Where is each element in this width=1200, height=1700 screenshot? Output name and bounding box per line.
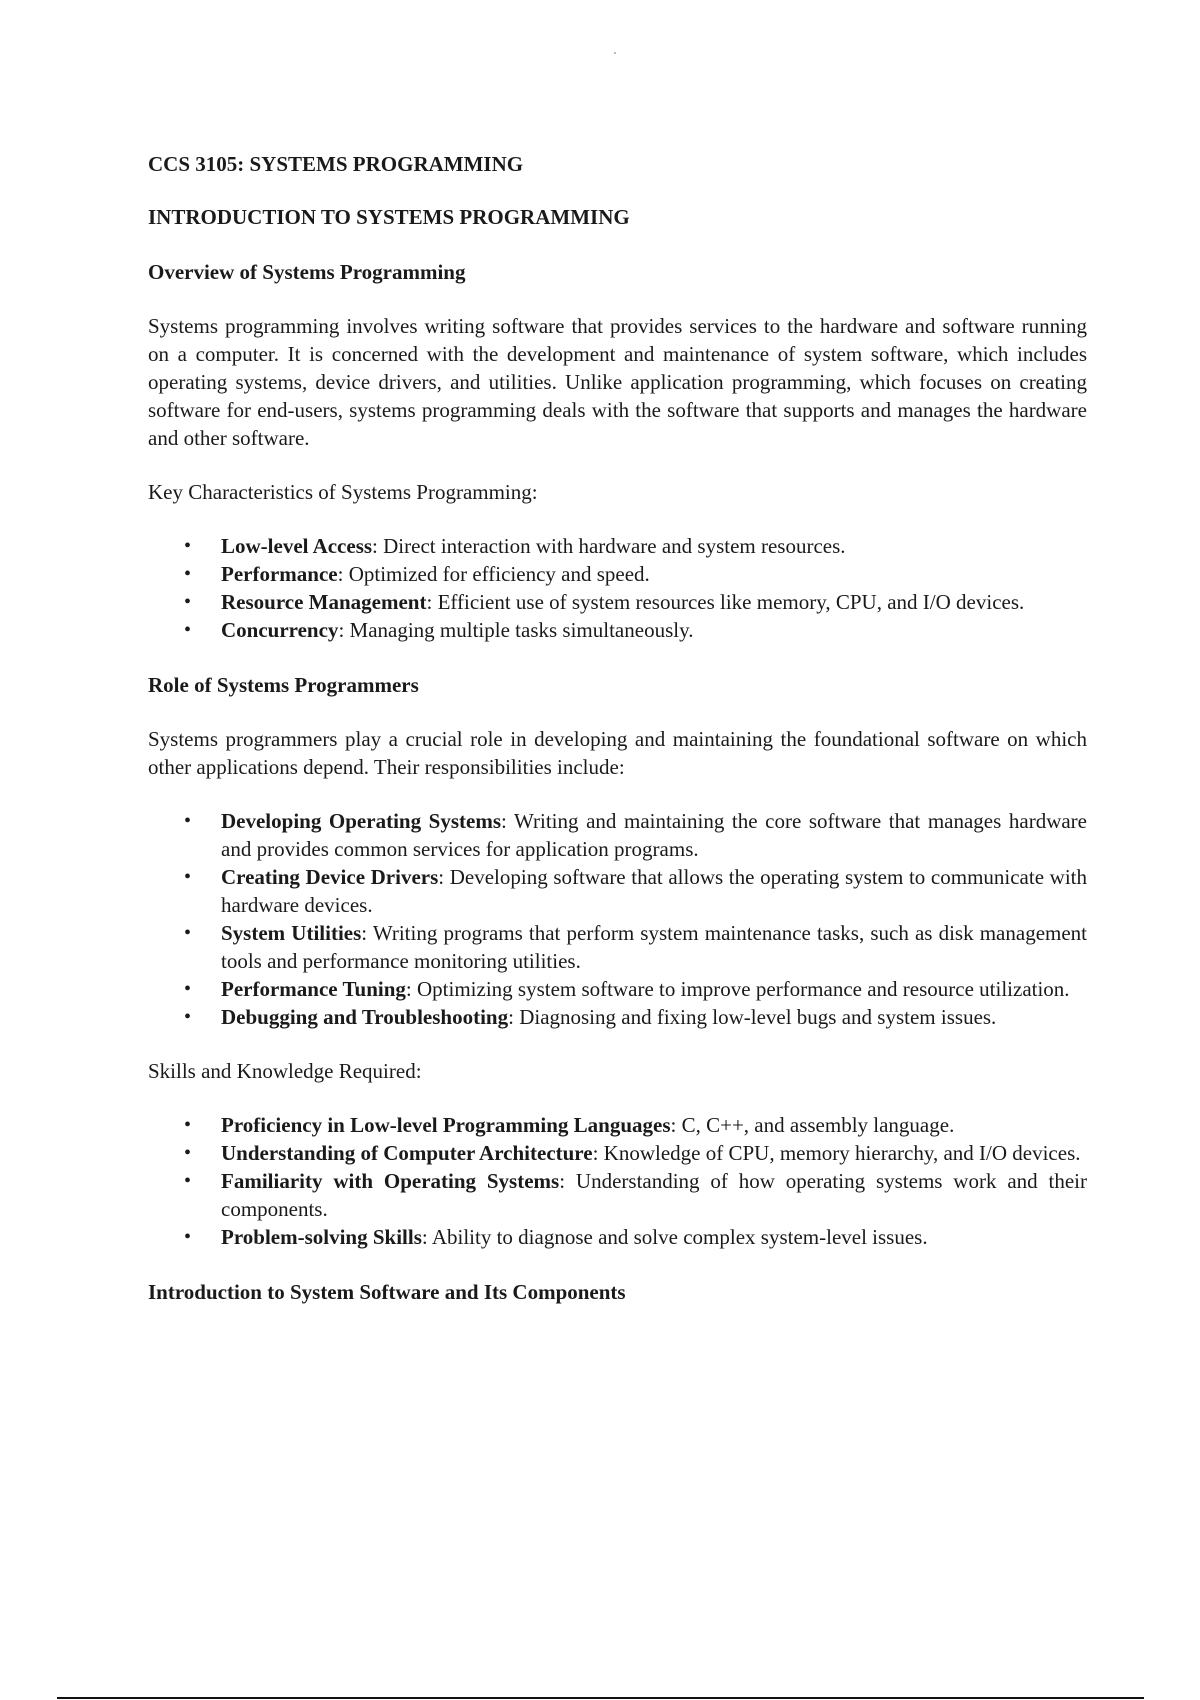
bullet-icon: • (184, 810, 192, 832)
document-page (148, 150, 1087, 1306)
list-item-term: Proficiency in Low-level Programming Languages (221, 1113, 671, 1137)
list-item-text: : Optimized for efficiency and speed. (337, 562, 650, 586)
list-item-text: : Direct interaction with hardware and system resources. (372, 534, 846, 558)
list-item-text: : Writing programs that perform system maintenance tasks, such as disk management tools and performance monitoring utilities. (221, 921, 1087, 973)
list-item-text: : Efficient use of system resources like memory, CPU, and I/O devices. (426, 590, 1025, 614)
list-item-text: : Optimizing system software to improve performance and resource utilization. (405, 977, 1070, 1001)
list-item-term: Understanding of Computer Architecture (221, 1141, 593, 1165)
list-item-term: Familiarity with Operating Systems (221, 1169, 560, 1193)
bullet-icon: • (184, 1006, 192, 1028)
list-item-text: : Developing software that allows the operating system to communicate with hardware devices. (221, 865, 1087, 917)
footer-divider (57, 1697, 1144, 1699)
role-heading: Role of Systems Programmers (148, 673, 419, 697)
skills-label: Skills and Knowledge Required: (148, 1059, 422, 1083)
list-item-text: : C, C++, and assembly language. (670, 1113, 955, 1137)
bullet-icon: • (184, 866, 192, 888)
list-item (148, 588, 1087, 616)
list-item-text: : Understanding of how operating systems work and their components. (221, 1169, 1087, 1221)
list-item (148, 532, 1087, 560)
bullet-icon: • (184, 1226, 192, 1248)
list-item-text: : Managing multiple tasks simultaneously. (338, 618, 694, 642)
list-item-term: Problem-solving Skills (221, 1225, 422, 1249)
list-item (148, 1223, 1087, 1251)
list-item-term: Creating Device Drivers (221, 865, 439, 889)
skills-list (148, 1111, 1087, 1251)
scan-speck (614, 52, 616, 54)
list-item-text: : Knowledge of CPU, memory hierarchy, and I/O devices. (592, 1141, 1081, 1165)
list-item-text: : Writing and maintaining the core software that manages hardware and provides common services for application programs. (221, 809, 1087, 861)
list-item-term: Concurrency (221, 618, 339, 642)
bullet-icon: • (184, 619, 192, 641)
course-title: CCS 3105: SYSTEMS PROGRAMMING (148, 152, 524, 176)
bullet-icon: • (184, 535, 192, 557)
bullet-icon: • (184, 922, 192, 944)
list-item (148, 975, 1087, 1003)
bullet-icon: • (184, 978, 192, 1000)
role-paragraph: Systems programmers play a crucial role in developing and maintaining the foundational software on which other applications depend. Their responsibilities include: (148, 727, 1087, 779)
responsibilities-list (148, 807, 1087, 1031)
overview-paragraph: Systems programming involves writing software that provides services to the hardware and software running on a computer. It is concerned with the development and maintenance of system software, which includes operating systems, device drivers, and utilities. Unlike application programming, which focuses on creating software for end-users, systems programming deals with the software that supports and manages the hardware and other software. (148, 314, 1087, 450)
list-item (148, 560, 1087, 588)
bullet-icon: • (184, 563, 192, 585)
list-item-term: System Utilities (221, 921, 362, 945)
list-item-term: Performance Tuning (221, 977, 406, 1001)
bullet-icon: • (184, 1114, 192, 1136)
bullet-icon: • (184, 591, 192, 613)
list-item-term: Debugging and Troubleshooting (221, 1005, 509, 1029)
chapter-title: INTRODUCTION TO SYSTEMS PROGRAMMING (148, 205, 630, 229)
list-item (148, 1167, 1087, 1223)
next-section-heading: Introduction to System Software and Its Components (148, 1280, 626, 1304)
list-item (148, 1111, 1087, 1139)
overview-heading: Overview of Systems Programming (148, 260, 466, 284)
list-item-term: Low-level Access (221, 534, 373, 558)
bullet-icon: • (184, 1170, 192, 1192)
list-item-text: : Diagnosing and fixing low-level bugs and system issues. (508, 1005, 997, 1029)
list-item-term: Performance (221, 562, 338, 586)
characteristics-list (148, 532, 1087, 644)
list-item-term: Resource Management (221, 590, 427, 614)
bullet-icon: • (184, 1142, 192, 1164)
characteristics-label: Key Characteristics of Systems Programming: (148, 480, 538, 504)
list-item (148, 919, 1087, 975)
list-item (148, 863, 1087, 919)
list-item (148, 616, 1087, 644)
list-item-term: Developing Operating Systems (221, 809, 501, 833)
list-item (148, 807, 1087, 863)
list-item-text: : Ability to diagnose and solve complex system-level issues. (421, 1225, 928, 1249)
list-item (148, 1003, 1087, 1031)
list-item (148, 1139, 1087, 1167)
